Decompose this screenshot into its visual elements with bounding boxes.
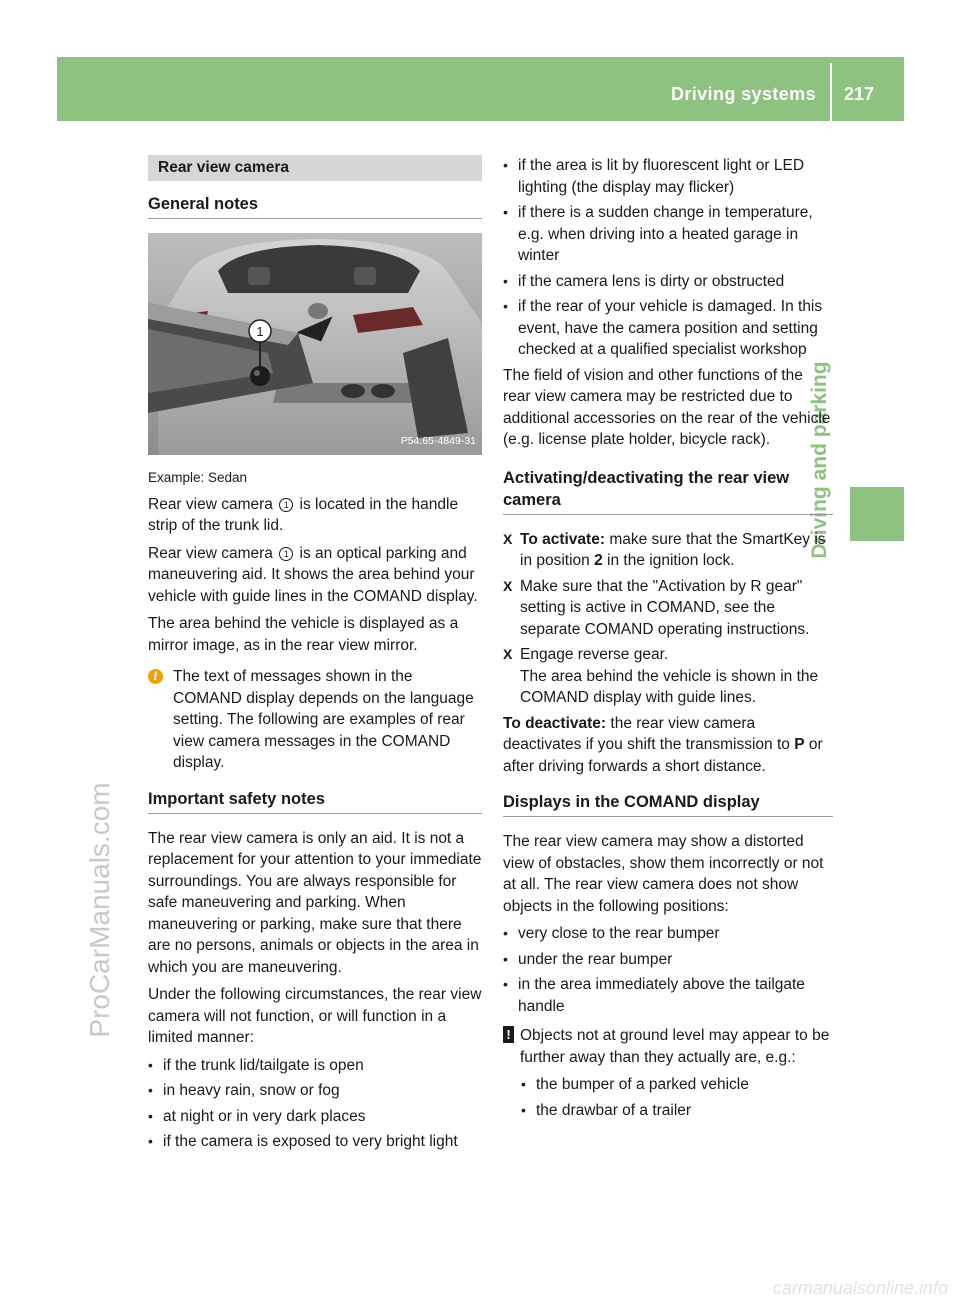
instruction-step: X To activate: make sure that the SmartKey is in position 2 in the ignition lock. xyxy=(503,530,826,569)
info-text: The text of messages shown in the COMAND display depends on the language setting. The following are examples of rear view camera messages in the COMAND display. xyxy=(173,668,474,771)
list-item: • in heavy rain, snow or fog xyxy=(148,1080,482,1102)
paragraph: Under the following circumstances, the rear view camera will not function, or will function in a limited manner: xyxy=(148,986,482,1046)
header-section-title: Driving systems xyxy=(670,84,816,104)
instruction-step: X Engage reverse gear. The area behind the vehicle is shown in the COMAND display with guide lines. xyxy=(503,646,819,706)
watermark: ProCarManuals.com xyxy=(84,782,115,1038)
section-title: Rear view camera xyxy=(148,155,482,181)
warning-text: Objects not at ground level may appear to be further away than they actually are, e.g.: xyxy=(520,1027,830,1066)
list-item: • if the trunk lid/tailgate is open xyxy=(148,1055,482,1077)
callout-number-icon: 1 xyxy=(279,547,293,561)
list-item: • under the rear bumper xyxy=(503,949,833,971)
list-item: • the bumper of a parked vehicle xyxy=(503,1074,833,1096)
step-arrow-icon: X xyxy=(503,646,513,662)
info-note xyxy=(148,666,482,774)
paragraph: The field of vision and other functions of the rear view camera may be restricted due to additional accessories on the rear of the vehicle (e.g. license plate holder, bicycle rack). xyxy=(503,366,831,448)
list-item: • if the area is lit by fluorescent light or LED lighting (the display may flicker) xyxy=(503,155,833,198)
image-code: P54.65-4849-31 xyxy=(400,434,476,447)
step-arrow-icon: X xyxy=(503,530,513,547)
warning-icon: ! xyxy=(503,1026,514,1043)
right-column xyxy=(503,155,833,1125)
image-caption: Example: Sedan xyxy=(148,470,248,485)
rear-camera-photo xyxy=(148,233,482,455)
list-item: • the drawbar of a trailer xyxy=(503,1100,833,1122)
photo-callout: 1 xyxy=(256,324,264,339)
list-item: • if there is a sudden change in temperature, e.g. when driving into a heated garage in winter xyxy=(503,202,833,267)
header-divider xyxy=(830,63,832,121)
side-tab-block xyxy=(850,487,904,541)
info-icon: i xyxy=(148,669,163,684)
activate-heading: Activating/deactivating the rear view camera xyxy=(503,467,833,515)
list-item: • at night or in very dark places xyxy=(148,1106,482,1128)
left-column xyxy=(148,155,482,1157)
side-tab-label: Driving and parking xyxy=(808,361,831,559)
paragraph: The rear view camera is only an aid. It is not a replacement for your attention to your immediate surroundings. You are always responsible for safe maneuvering and parking. When maneuvering or parking, make sure that there are no persons, animals or objects in the area in which you are maneuvering. xyxy=(148,829,482,976)
list-item: • if the rear of your vehicle is damaged. In this event, have the camera position and setting checked at a qualified specialist workshop xyxy=(503,296,833,361)
step-arrow-icon: X xyxy=(503,577,513,594)
paragraph: The rear view camera may show a distorted view of obstacles, show them incorrectly or not at all. The rear view camera does not show objects in the following positions: xyxy=(503,833,824,915)
list-item: • if the camera lens is dirty or obstructed xyxy=(503,271,833,293)
list-item: • if the camera is exposed to very bright light xyxy=(148,1131,482,1153)
page-header xyxy=(57,57,904,121)
paragraph: Rear view camera 1 is an optical parking and maneuvering aid. It shows the area behind your vehicle with guide lines in the COMAND display. xyxy=(148,544,478,605)
callout-number-icon: 1 xyxy=(279,498,293,512)
paragraph: The area behind the vehicle is displayed as a mirror image, as in the rear view mirror. xyxy=(148,615,459,654)
paragraph: To deactivate: the rear view camera deactivates if you shift the transmission to P or after driving forwards a short distance. xyxy=(503,714,823,775)
page-number: 217 xyxy=(844,84,875,104)
car-rear-illustration xyxy=(148,233,482,455)
list-item: • in the area immediately above the tailgate handle xyxy=(503,974,833,1017)
general-notes-heading: General notes xyxy=(148,193,482,219)
instruction-step: X Make sure that the "Activation by R gear" setting is active in COMAND, see the separate COMAND operating instructions. xyxy=(503,577,810,638)
warning-note xyxy=(503,1025,833,1068)
displays-heading: Displays in the COMAND display xyxy=(503,791,833,817)
footer-watermark: carmanualsonline.info xyxy=(772,1278,948,1298)
safety-notes-heading: Important safety notes xyxy=(148,788,482,814)
paragraph: Rear view camera 1 is located in the handle strip of the trunk lid. xyxy=(148,495,459,534)
list-item: • very close to the rear bumper xyxy=(503,923,833,945)
